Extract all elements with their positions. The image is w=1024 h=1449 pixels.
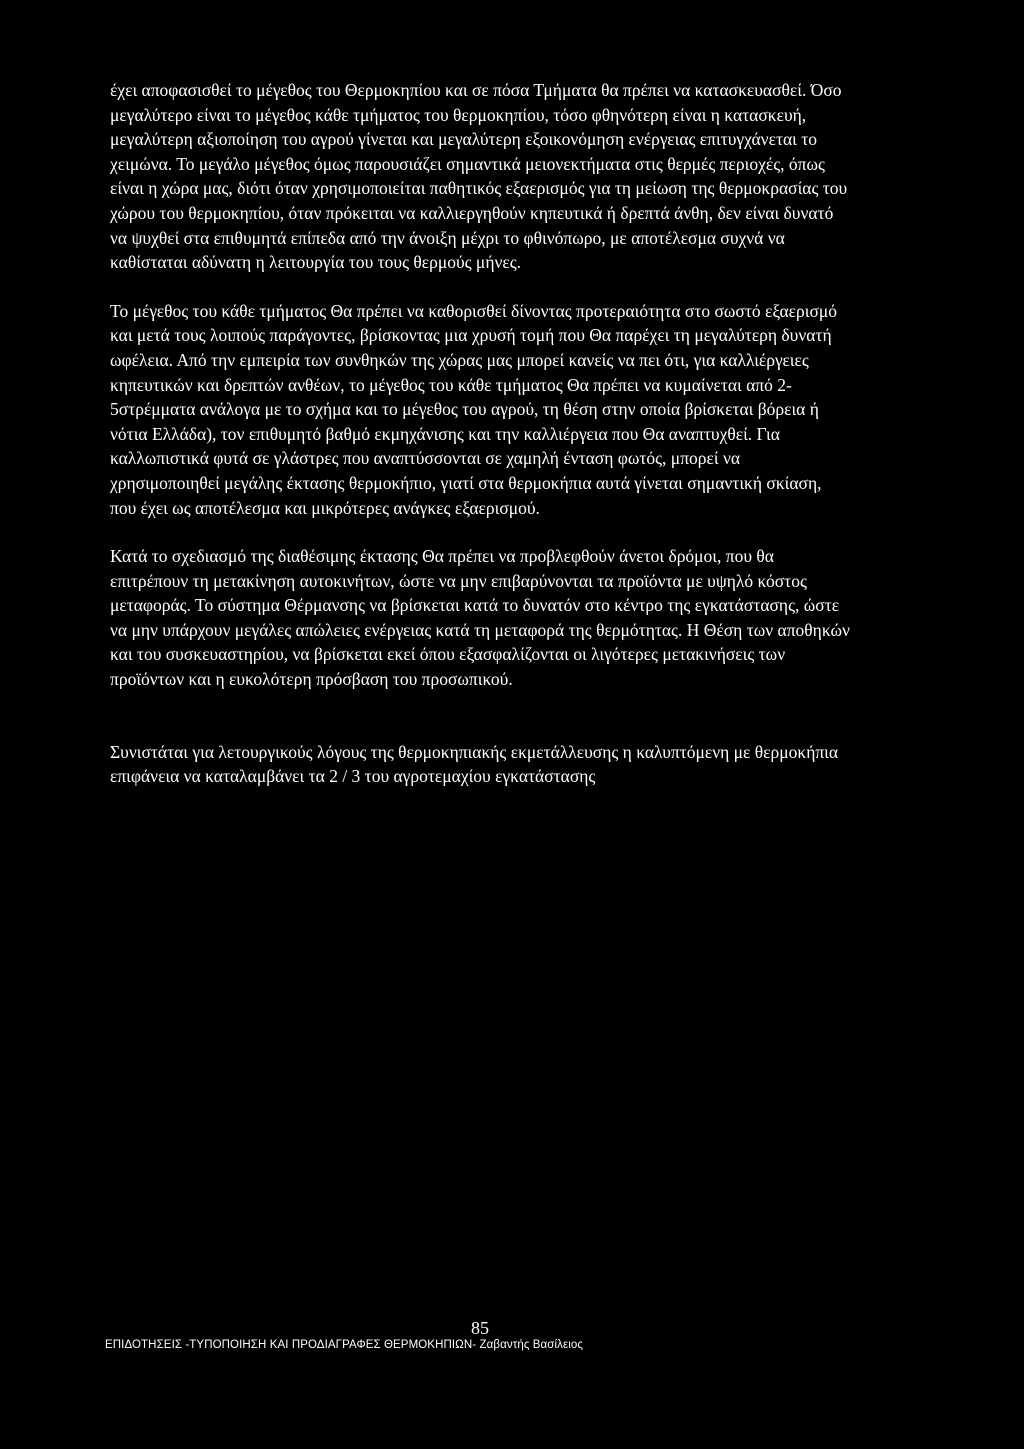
page-footer: ΕΠΙΔΟΤΗΣΕΙΣ -ΤΥΠΟΠΟΙΗΣΗ ΚΑΙ ΠΡΟΔΙΑΓΡΑΦΕΣ ΘΕΡΜΟΚΗΠΙΩΝ- Ζαβαντής Βασίλειος [105,1339,584,1351]
paragraph-site-planning: Κατά το σχεδιασμό της διαθέσιμης έκτασης Θα πρέπει να προβλεφθούν άνετοι δρόμοι, που θα επιτρέπουν τη μετακίνηση αυτοκινήτων, ώστε να μην επιβαρύνονται τα προϊόντα με υψηλό κόστος μεταφοράς. Το σύστημα Θέρμανσης να βρίσκεται κατά το δυνατόν στο κέντρο της εγκατάστασης, ώστε να μην υπάρχουν μεγάλες απώλειες ενέργειας κατά τη μεταφορά της θερμότητας. Η Θέση των αποθηκών και του συσκευαστηρίου, να βρίσκεται εκεί όπου εξασφαλίζονται οι λιγότερες μετακινήσεις των προϊόντων και η ευκολότερη πρόσβαση του προσωπικού. [110,546,850,690]
paragraph-greenhouse-size: έχει αποφασισθεί το μέγεθος του Θερμοκηπίου και σε πόσα Τμήματα θα πρέπει να κατασκευασθεί. Όσο μεγαλύτερο είναι το μέγεθος κάθε τμήματος του θερμοκηπίου, τόσο φθηνότερη είναι η κατασκευή, μεγαλύτερη αξιοποίηση του αγρού γίνεται και μεγαλύτερη εξοικονόμηση ενέργειας επιτυγχάνεται το χειμώνα. Το μεγάλο μέγεθος όμως παρουσιάζει σημαντικά μειονεκτήματα στις θερμές περιοχές, όπως είναι η χώρα μας, διότι όταν χρησιμοποιείται παθητικός εξαερισμός για τη μείωση της θερμοκρασίας του χώρου του θερμοκηπίου, όταν πρόκειται να καλλιεργηθούν κηπευτικά ή δρεπτά άνθη, δεν είναι δυνατό να ψυχθεί στα επιθυμητά επίπεδα από την άνοιξη μέχρι το φθινόπωρο, με αποτέλεσμα συχνά να καθίσταται αδύνατη η λειτουργία του τους θερμούς μήνες. [110,80,848,273]
document-body [110,78,850,789]
paragraph-section-size: Το μέγεθος του κάθε τμήματος Θα πρέπει να καθορισθεί δίνοντας προτεραιότητα στο σωστό εξαερισμό και μετά τους λοιπούς παράγοντες, βρίσκοντας μια χρυσή τομή που Θα παρέχει τη μεγαλύτερη δυνατή ωφέλεια. Από την εμπειρία των συνθηκών της χώρας μας μπορεί κανείς να πει ότι, για καλλιέργειες κηπευτικών και δρεπτών ανθέων, το μέγεθος του κάθε τμήματος Θα πρέπει να κυμαίνεται από 2-5στρέμματα ανάλογα με το σχήμα και το μέγεθος του αγρού, τη θέση στην οποία βρίσκεται βόρεια ή νότια Ελλάδα), τον επιθυμητό βαθμό εκμηχάνισης και την καλλιέργεια που Θα αναπτυχθεί. Για καλλωπιστικά φυτά σε γλάστρες που αναπτύσσονται σε χαμηλή ένταση φωτός, μπορεί να χρησιμοποιηθεί μεγάλης έκτασης θερμοκήπιο, γιατί στα θερμοκήπια αυτά γίνεται σημαντική σκίαση, που έχει ως αποτέλεσμα και μικρότερες ανάγκες εξαερισμού. [110,300,838,518]
page-number: 85 [471,1318,489,1338]
paragraph-coverage-recommendation: Συνιστάται για λετουργικούς λόγους της θερμοκηπιακής εκμετάλλευσης η καλυπτόμενη με θερμοκήπια επιφάνεια να καταλαμβάνει τα 2 / 3 του αγροτεμαχίου εγκατάστασης [110,741,839,787]
